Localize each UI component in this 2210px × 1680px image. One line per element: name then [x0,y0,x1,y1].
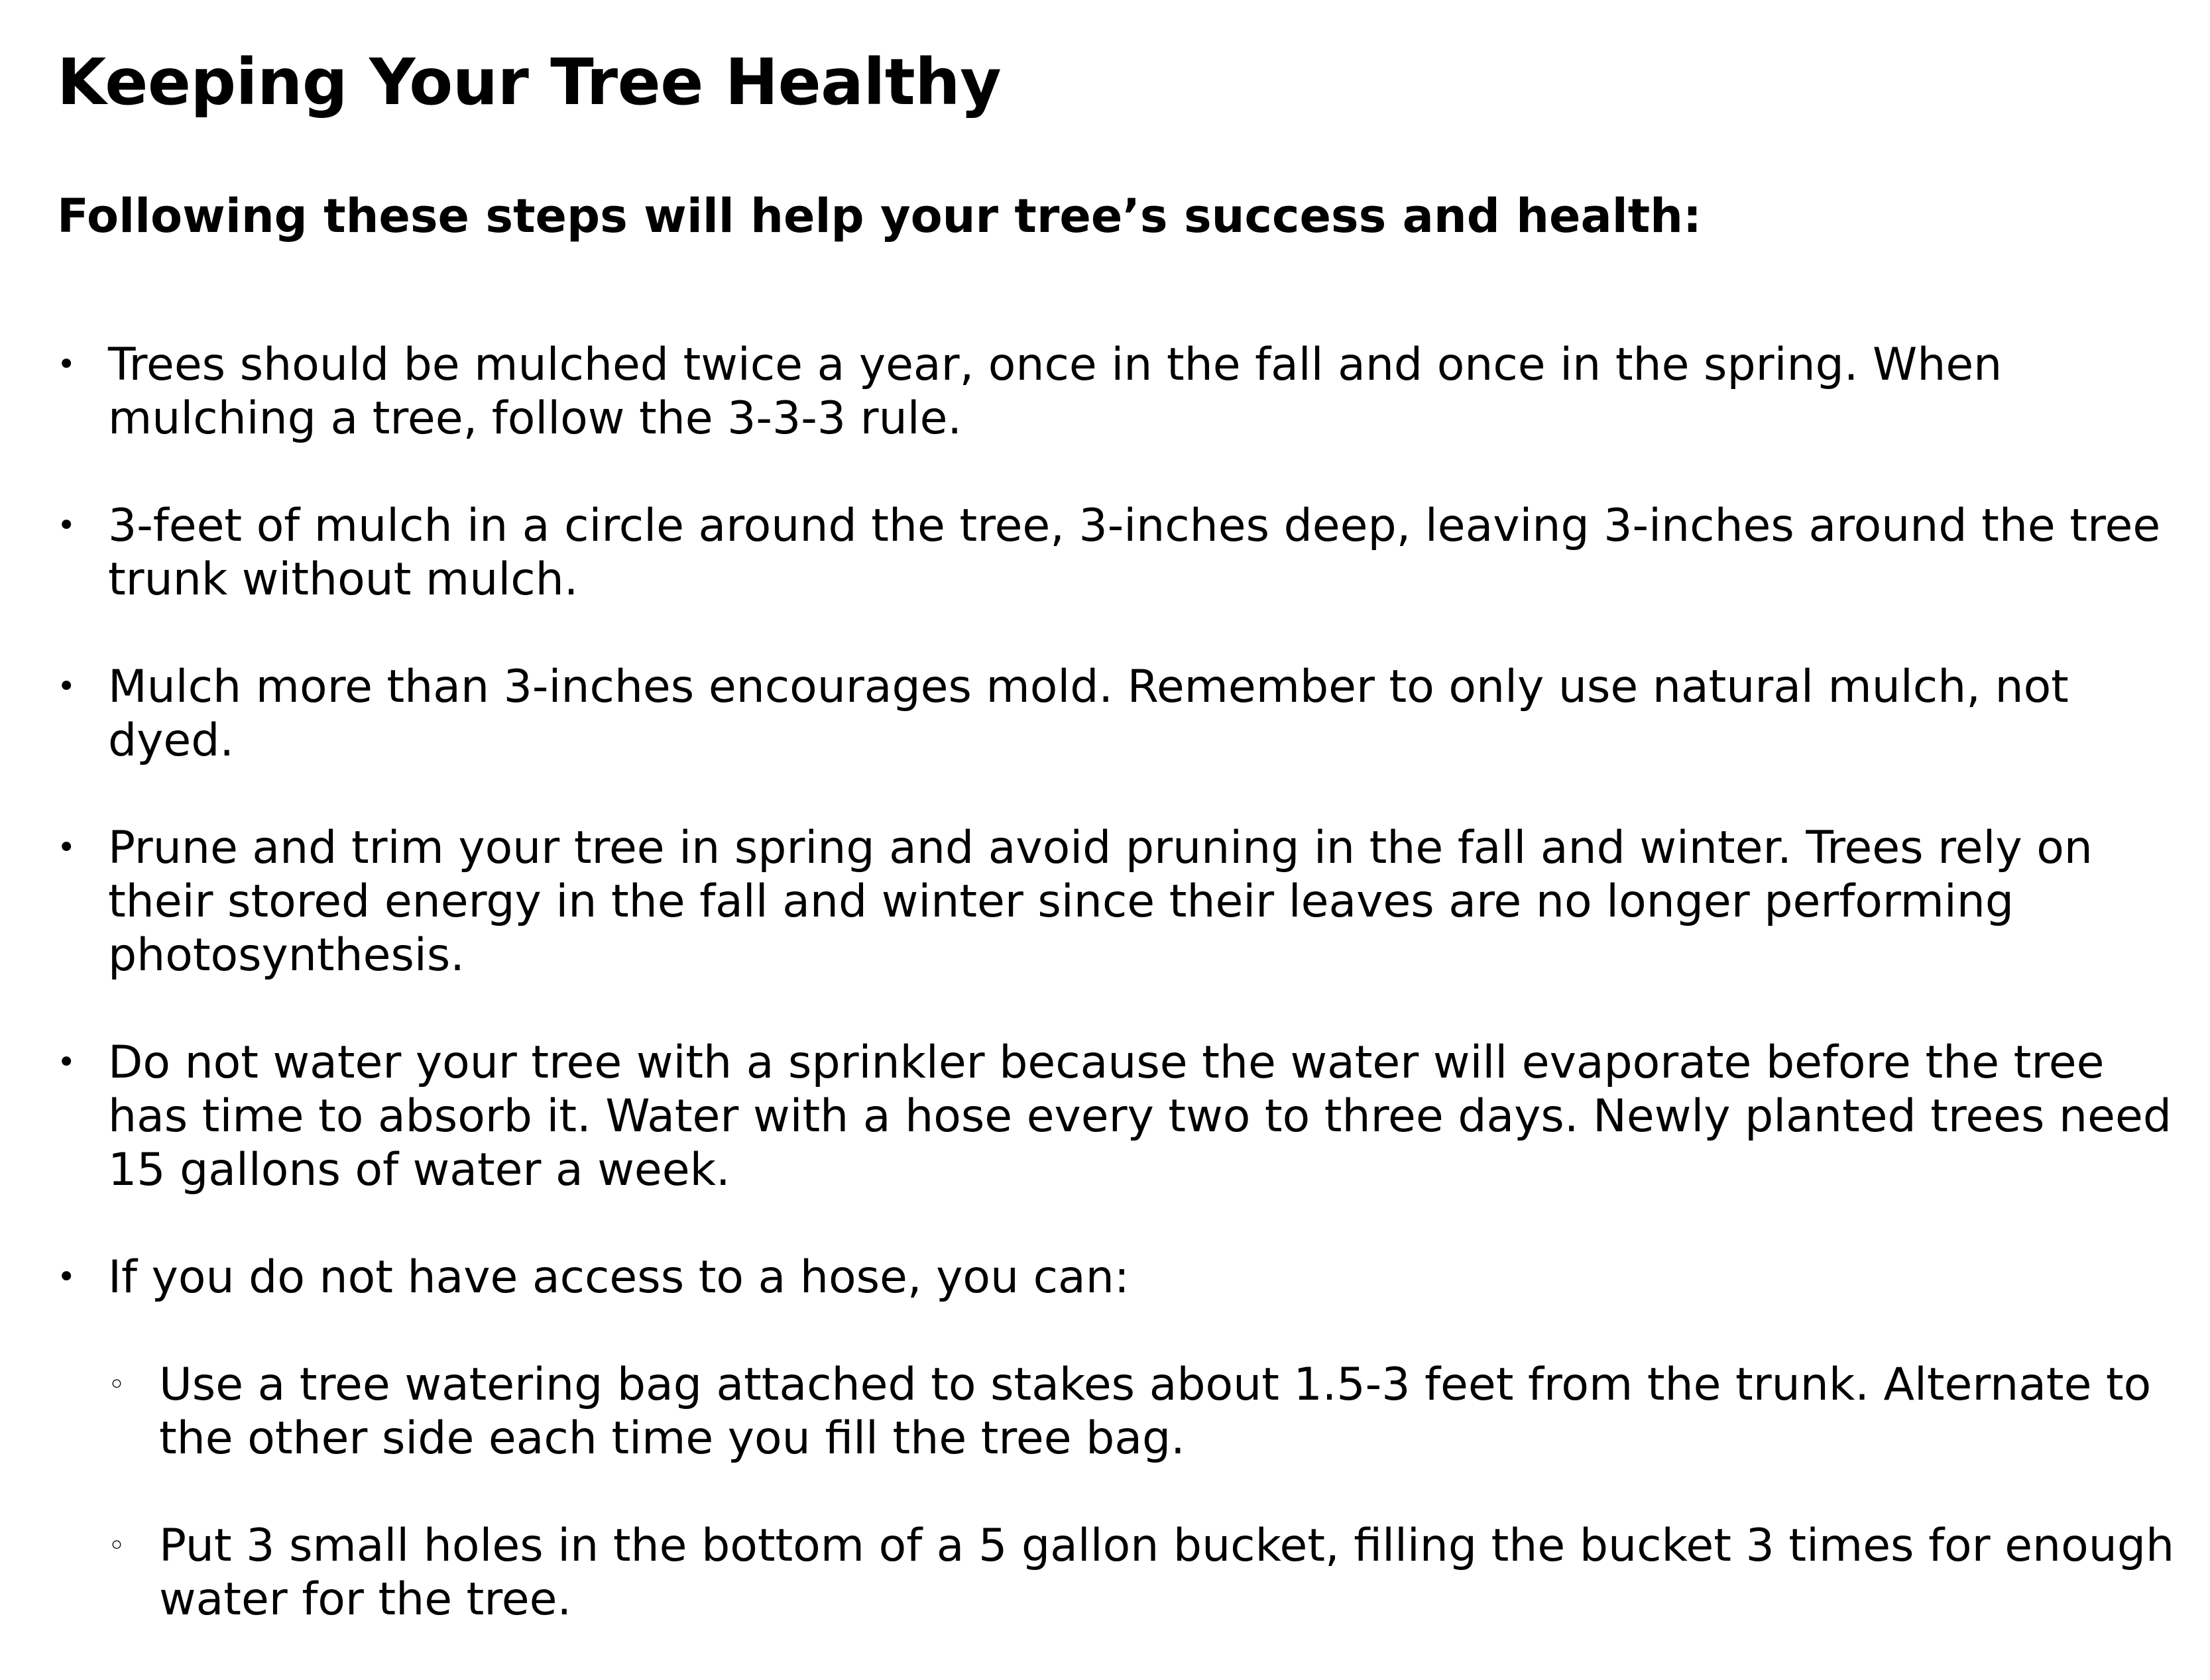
list-item-text: If you do not have access to a hose, you can: [108,1251,1130,1304]
list-item [57,1036,2178,1197]
sub-list-item [108,1358,2178,1465]
list-item [57,1251,2178,1626]
bullet-circle-icon: ◦ [108,1368,125,1402]
sub-list-item [108,1519,2178,1626]
sub-list-item-text: Use a tree watering bag attached to stakes about 1.5-3 feet from the trunk. Alternate to the other side each time you fill the tree bag. [159,1359,2152,1465]
list-item-text: Trees should be mulched twice a year, once in the fall and once in the spring. When mulching a tree, follow the 3-3-3 rule. [108,339,2003,445]
page-subtitle: Following these steps will help your tree’s success and health: [57,189,1702,243]
bullet-dot-icon: • [57,829,76,866]
list-item-text: 3-feet of mulch in a circle around the tree, 3-inches deep, leaving 3-inches around the tree trunk without mulch. [108,500,2161,606]
list-item-text: Mulch more than 3-inches encourages mold. Remember to only use natural mulch, not dyed. [108,661,2069,767]
bullet-dot-icon: • [57,507,76,544]
list-item-text: Prune and trim your tree in spring and avoid pruning in the fall and winter. Trees rely on their stored energy in the fall and winter since their leaves are no longer performing photosynthesis. [108,822,2093,981]
bullet-circle-icon: ◦ [108,1529,125,1563]
tips-list [57,338,2178,1680]
list-item-text: Do not water your tree with a sprinkler because the water will evaporate before the tree has time to absorb it. Water with a hose every two to three days. Newly planted trees need 15 gallons of water a week. [108,1036,2172,1196]
bullet-dot-icon: • [57,1259,76,1296]
hose-alternatives-list [108,1358,2178,1626]
bullet-dot-icon: • [57,668,76,705]
list-item [57,821,2178,982]
bullet-dot-icon: • [57,1044,76,1081]
list-item [57,660,2178,767]
page-title: Keeping Your Tree Healthy [57,45,1002,119]
list-item [57,499,2178,606]
list-item [57,338,2178,445]
sub-list-item-text: Put 3 small holes in the bottom of a 5 gallon bucket, filling the bucket 3 times for enough water for the tree. [159,1520,2175,1626]
bullet-dot-icon: • [57,346,76,383]
